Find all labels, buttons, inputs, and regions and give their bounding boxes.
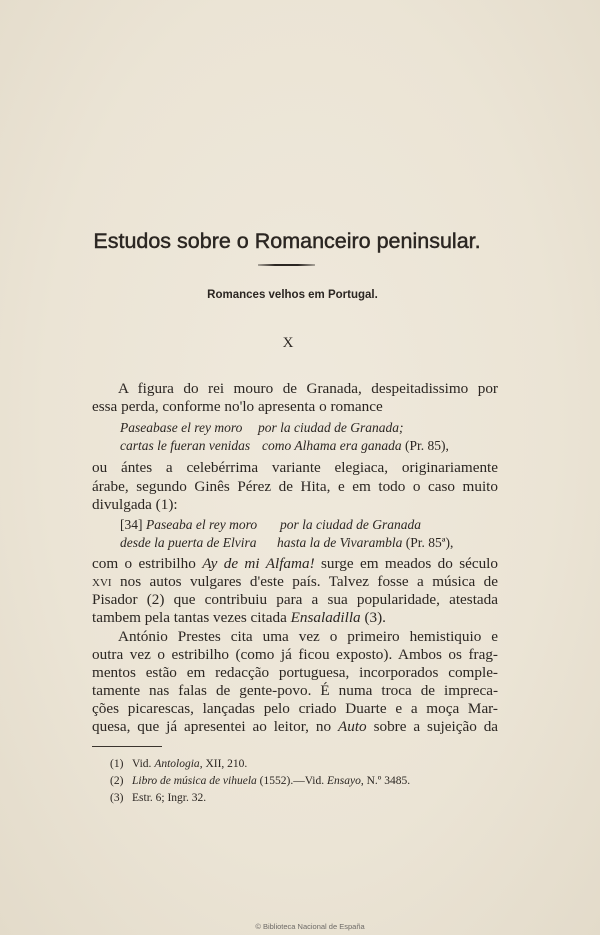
verse-reference: (Pr. 85ª), [405,535,454,550]
footnote-mark: (1) [110,758,124,770]
line-text: tamente nas falas de gente-povo. É numa troca de impreca- [92,682,498,699]
body-line [92,478,498,496]
footnote-text: , N.º 3485. [360,775,411,787]
footnote-mark: (2) [110,775,124,787]
italic-phrase: Ay de mi Alfama! [202,555,315,572]
italic-phrase: Auto [337,718,367,735]
body-line [92,646,498,664]
line-text: ou ántes a celebérrima variante elegiaca, originariamente [92,459,498,476]
line-text: nos autos vulgares d'este país. Talvez fosse a música de [120,573,498,590]
verse-reference: (Pr. 85), [405,438,449,453]
footnote-text: (1552).—Vid. [259,775,325,787]
verse-number: [34] [120,517,143,532]
verse-second-hemistich-group [277,535,453,551]
verse-second-hemistich: por la ciudad de Granada; [258,420,404,435]
line-text: surge em meados do século [321,555,498,572]
footnote [110,757,247,771]
page-title: Estudos sobre o Romanceiro peninsular. [93,229,481,253]
body-line [92,496,498,514]
line-text: outra vez o estribilho (como já ficou exposto). Ambos os frag- [92,646,498,663]
line-text: (3). [364,609,386,626]
footnote-text: Estr. 6; Ingr. 32. [132,792,207,804]
line-text: ções picarescas, lançadas pelo criado Duarte e a moça Mar- [92,700,498,717]
body-line [92,628,498,646]
line-text: António Prestes cita uma vez o primeiro hemistiquio e [118,628,498,645]
footnote-text: , XII, 210. [199,758,248,770]
line-text: mentos estão em redacção portuguesa, incorporados comple- [92,664,498,681]
verse-first-hemistich: Paseabase el rey moro [120,420,243,435]
century-numeral: xvi [92,573,112,590]
verse-second-hemistich: como Alhama era ganada [262,438,402,453]
line-text: árabe, segundo Ginês Pérez de Hita, e em todo o caso muito [92,478,498,495]
verse-second-hemistich-group [262,438,449,454]
body-line [92,573,498,591]
verse-first-hemistich: cartas le fueran venidas [120,438,251,453]
verse-first-hemistich: Paseaba el rey moro [146,517,258,532]
verse-second-hemistich: por la ciudad de Granada [280,517,421,532]
footnote-divider [92,746,162,747]
page-subtitle: Romances velhos em Portugal. [207,289,378,301]
footnote-work-title: Libro de música de vihuela [132,775,257,787]
verse-first-hemistich: desde la puerta de Elvira [120,535,257,550]
footnote-mark: (3) [110,792,124,804]
body-line [92,609,498,627]
line-text: com o estribilho [92,555,196,572]
body-line [92,682,498,700]
body-line [92,398,498,416]
section-numeral: X [282,335,294,351]
line-text: quesa, que já apresentei ao leitor, no [92,718,332,735]
line-text: A figura do rei mouro de Granada, despeitadissimo por [118,380,498,397]
body-line [92,700,498,718]
footnote-work-title: Ensayo [327,775,361,787]
line-text: Pisador (2) que contribuiu para a sua popularidade, atestada [92,591,498,608]
line-text: tambem pela tantas vezes citada [92,609,287,626]
line-text: essa perda, conforme no'lo apresenta o romance [92,398,383,415]
footnote-text: Vid. [132,758,152,770]
line-text: sobre a sujeição da [373,718,499,735]
verse-second-hemistich: hasta la de Vivarambla [277,535,403,550]
body-line [92,591,498,609]
line-text: divulgada (1): [92,496,178,513]
body-line [92,664,498,682]
footnote [110,791,206,805]
body-line [92,380,498,398]
footnote-work-title: Antologia [154,758,200,770]
body-line [92,459,498,477]
body-line [92,718,498,736]
library-watermark: © Biblioteca Nacional de España [255,922,365,931]
italic-phrase: Ensaladilla [290,609,361,626]
footnote [110,774,410,788]
body-line [92,555,498,573]
title-divider [258,264,315,266]
